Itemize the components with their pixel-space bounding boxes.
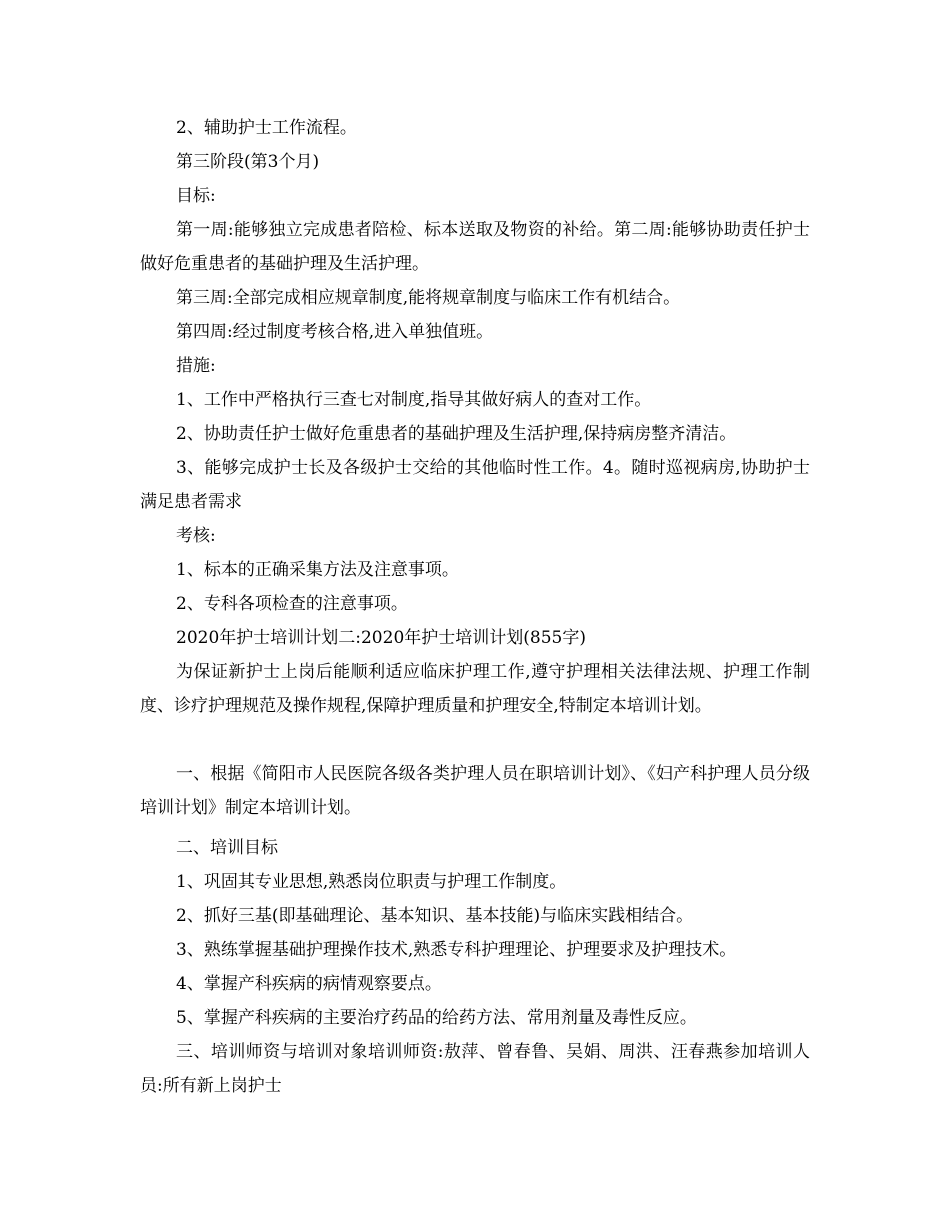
paragraph: 目标:: [176, 186, 216, 206]
paragraph: 第一周:能够独立完成患者陪检、标本送取及物资的补给。第二周:能够协助责任护士做好危重患者的基础护理及生活护理。: [140, 220, 810, 274]
paragraph: 2、辅助护士工作流程。: [176, 118, 357, 138]
paragraph: 2、抓好三基(即基础理论、基本知识、基本技能)与临床实践相结合。: [176, 906, 694, 926]
paragraph: 2、专科各项检查的注意事项。: [176, 594, 408, 614]
paragraph: 措施:: [176, 356, 216, 376]
paragraph: 二、培训目标: [176, 838, 278, 858]
paragraph: 考核:: [176, 526, 216, 546]
paragraph: 3、熟练掌握基础护理操作技术,熟悉专科护理理论、护理要求及护理技术。: [176, 940, 737, 960]
paragraph: 2020年护士培训计划二:2020年护士培训计划(855字): [176, 628, 586, 648]
paragraph: 1、标本的正确采集方法及注意事项。: [176, 560, 459, 580]
paragraph: 4、掌握产科疾病的病情观察要点。: [176, 974, 442, 994]
paragraph: 第三周:全部完成相应规章制度,能将规章制度与临床工作有机结合。: [176, 288, 681, 308]
paragraph: 第三阶段(第3个月): [176, 152, 320, 172]
paragraph: 第四周:经过制度考核合格,进入单独值班。: [176, 322, 494, 342]
paragraph: 为保证新护士上岗后能顺利适应临床护理工作,遵守护理相关法律法规、护理工作制度、诊疗护理规范及操作规程,保障护理质量和护理安全,特制定本培训计划。: [140, 662, 810, 716]
paragraph: 2、协助责任护士做好危重患者的基础护理及生活护理,保持病房整齐清洁。: [176, 424, 737, 444]
paragraph: 1、巩固其专业思想,熟悉岗位职责与护理工作制度。: [176, 872, 567, 892]
paragraph: 三、培训师资与培训对象培训师资:敖萍、曾春鲁、吴娟、周洪、汪春燕参加培训人员:所有新上岗护士: [140, 1042, 810, 1096]
paragraph: 1、工作中严格执行三查七对制度,指导其做好病人的查对工作。: [176, 390, 652, 410]
paragraph: 一、根据《简阳市人民医院各级各类护理人员在职培训计划》、《妇产科护理人员分级培训计划》制定本培训计划。: [140, 764, 810, 818]
paragraph: 3、能够完成护士长及各级护士交给的其他临时性工作。4。随时巡视病房,协助护士满足患者需求: [140, 458, 810, 512]
paragraph: 5、掌握产科疾病的主要治疗药品的给药方法、常用剂量及毒性反应。: [176, 1008, 697, 1028]
